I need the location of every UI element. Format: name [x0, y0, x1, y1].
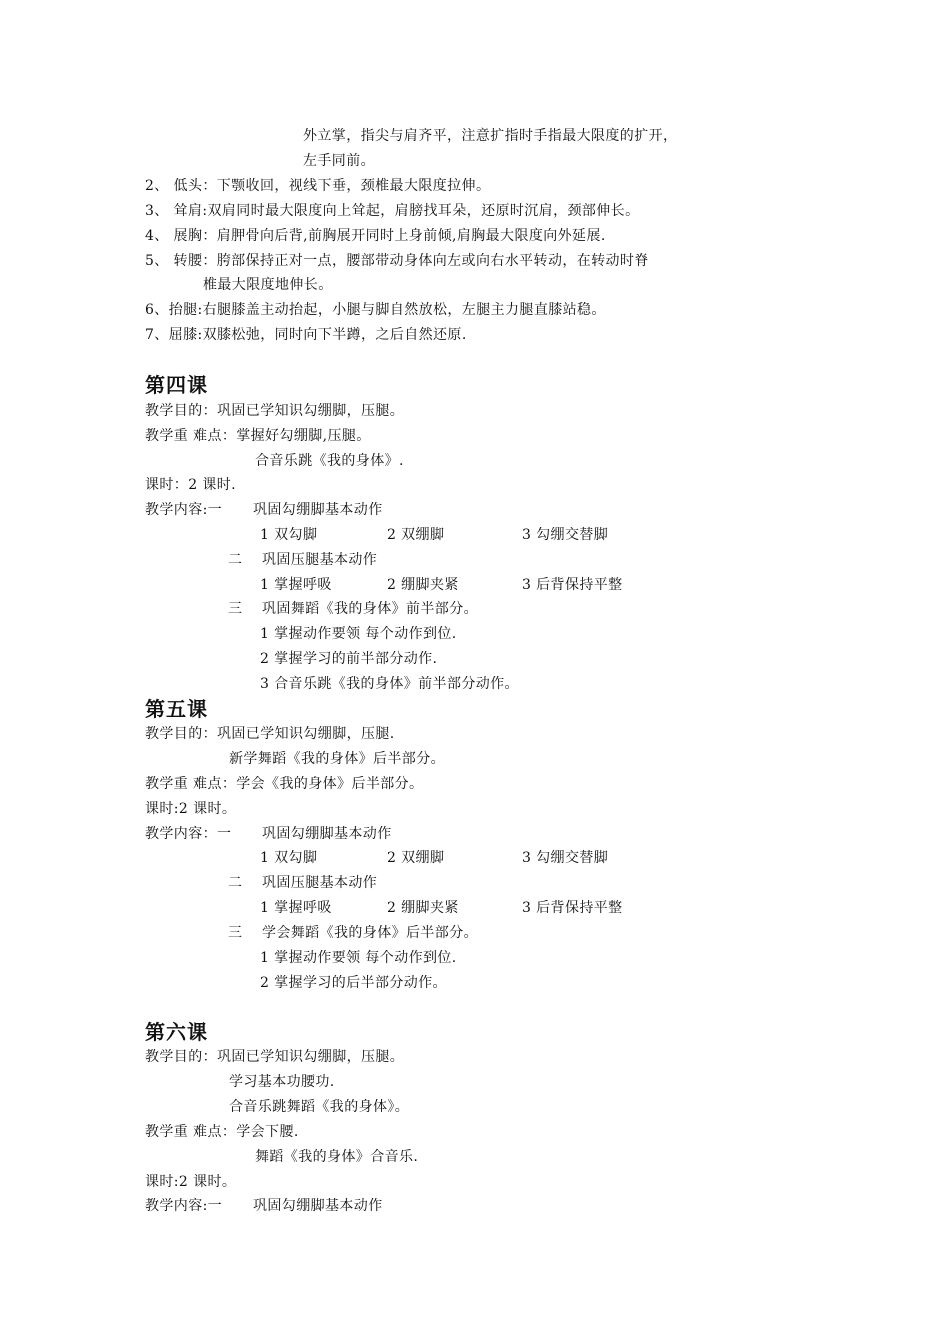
lesson6-goal-2: 学习基本功腰功. [229, 1074, 335, 1090]
lesson4-section1-item-b: 2 双绷脚 [387, 527, 445, 543]
lesson6-key-points: 教学重 难点：学会下腰. [145, 1124, 299, 1140]
lesson5-section1-item-a: 1 双勾脚 [260, 850, 318, 866]
lesson4-section2-title: 巩固压腿基本动作 [262, 552, 378, 568]
item1-continuation-line2: 左手同前。 [303, 153, 375, 169]
lesson5-section1-item-b: 2 双绷脚 [387, 850, 445, 866]
lesson5-section2-title: 巩固压腿基本动作 [262, 875, 378, 891]
lesson4-section3-number: 三 [228, 601, 243, 617]
lesson4-section2-item-c: 3 后背保持平整 [522, 577, 623, 593]
lesson4-section2-item-b: 2 绷脚夹紧 [387, 577, 459, 593]
lesson4-section3-title: 巩固舞蹈《我的身体》前半部分。 [262, 601, 478, 617]
lesson5-goal: 教学目的：巩固已学知识勾绷脚，压腿. [145, 726, 395, 742]
lesson6-hours: 课时:2 课时。 [145, 1174, 237, 1190]
lesson4-section1-title: 巩固勾绷脚基本动作 [253, 502, 383, 518]
lesson5-section1-item-c: 3 勾绷交替脚 [522, 850, 609, 866]
item-7-knee-bend: 7、屈膝:双膝松弛，同时向下半蹲，之后自然还原. [145, 327, 467, 343]
lesson5-heading: 第五课 [145, 697, 208, 721]
lesson5-section2-item-b: 2 绷脚夹紧 [387, 900, 459, 916]
lesson4-content-label: 教学内容:一 [145, 502, 223, 518]
lesson5-section2-item-c: 3 后背保持平整 [522, 900, 623, 916]
item-3-shrug: 3、 耸肩:双肩同时最大限度向上耸起，肩膀找耳朵，还原时沉肩，颈部伸长。 [145, 203, 640, 219]
lesson5-section3-number: 三 [228, 925, 243, 941]
lesson6-section1-title: 巩固勾绷脚基本动作 [253, 1198, 383, 1214]
lesson6-goal: 教学目的：巩固已学知识勾绷脚，压腿。 [145, 1049, 405, 1065]
lesson4-section3-item-2: 2 掌握学习的前半部分动作. [260, 651, 438, 667]
item-6-leg-lift: 6、抬腿:右腿膝盖主动抬起，小腿与脚自然放松，左腿主力腿直膝站稳。 [145, 302, 606, 318]
item-2-lower-head: 2、 低头：下颚收回，视线下垂，颈椎最大限度拉伸。 [145, 178, 491, 194]
lesson5-hours: 课时:2 课时。 [145, 801, 237, 817]
lesson5-section2-item-a: 1 掌握呼吸 [260, 900, 332, 916]
lesson6-key-points-2: 舞蹈《我的身体》合音乐. [255, 1149, 419, 1165]
lesson6-content-label: 教学内容:一 [145, 1198, 223, 1214]
lesson4-section2-number: 二 [228, 552, 243, 568]
lesson5-section3-item-1: 1 掌握动作要领 每个动作到位. [260, 950, 457, 966]
lesson4-goal: 教学目的：巩固已学知识勾绷脚，压腿。 [145, 403, 405, 419]
item-5-waist: 5、 转腰：胯部保持正对一点，腰部带动身体向左或向右水平转动，在转动时脊 [145, 253, 649, 269]
lesson4-key-points-2: 合音乐跳《我的身体》. [255, 453, 404, 469]
lesson4-hours: 课时：2 课时. [145, 477, 237, 493]
lesson4-section1-item-c: 3 勾绷交替脚 [522, 527, 609, 543]
item-4-chest: 4、 展胸：肩胛骨向后背,前胸展开同时上身前倾,肩胸最大限度向外延展. [145, 228, 606, 244]
lesson4-section1-item-a: 1 双勾脚 [260, 527, 318, 543]
lesson5-section1-title: 巩固勾绷脚基本动作 [262, 826, 392, 842]
lesson5-section2-number: 二 [228, 875, 243, 891]
item-5-continuation: 椎最大限度地伸长。 [203, 277, 333, 293]
lesson5-content-label: 教学内容：一 [145, 826, 232, 842]
lesson4-section3-item-3: 3 合音乐跳《我的身体》前半部分动作。 [260, 676, 519, 692]
lesson5-section3-item-2: 2 掌握学习的后半部分动作。 [260, 975, 447, 991]
lesson4-section3-item-1: 1 掌握动作要领 每个动作到位. [260, 626, 457, 642]
item1-continuation-line1: 外立掌，指尖与肩齐平，注意扩指时手指最大限度的扩开， [303, 128, 678, 144]
lesson4-section2-item-a: 1 掌握呼吸 [260, 577, 332, 593]
lesson4-key-points: 教学重 难点：掌握好勾绷脚,压腿。 [145, 428, 371, 444]
lesson6-goal-3: 合音乐跳舞蹈《我的身体》。 [229, 1099, 410, 1115]
lesson4-heading: 第四课 [145, 373, 208, 397]
lesson5-section3-title: 学会舞蹈《我的身体》后半部分。 [262, 925, 478, 941]
lesson6-heading: 第六课 [145, 1020, 208, 1044]
lesson5-goal-2: 新学舞蹈《我的身体》后半部分。 [229, 751, 445, 767]
lesson5-key-points: 教学重 难点：学会《我的身体》后半部分。 [145, 776, 424, 792]
